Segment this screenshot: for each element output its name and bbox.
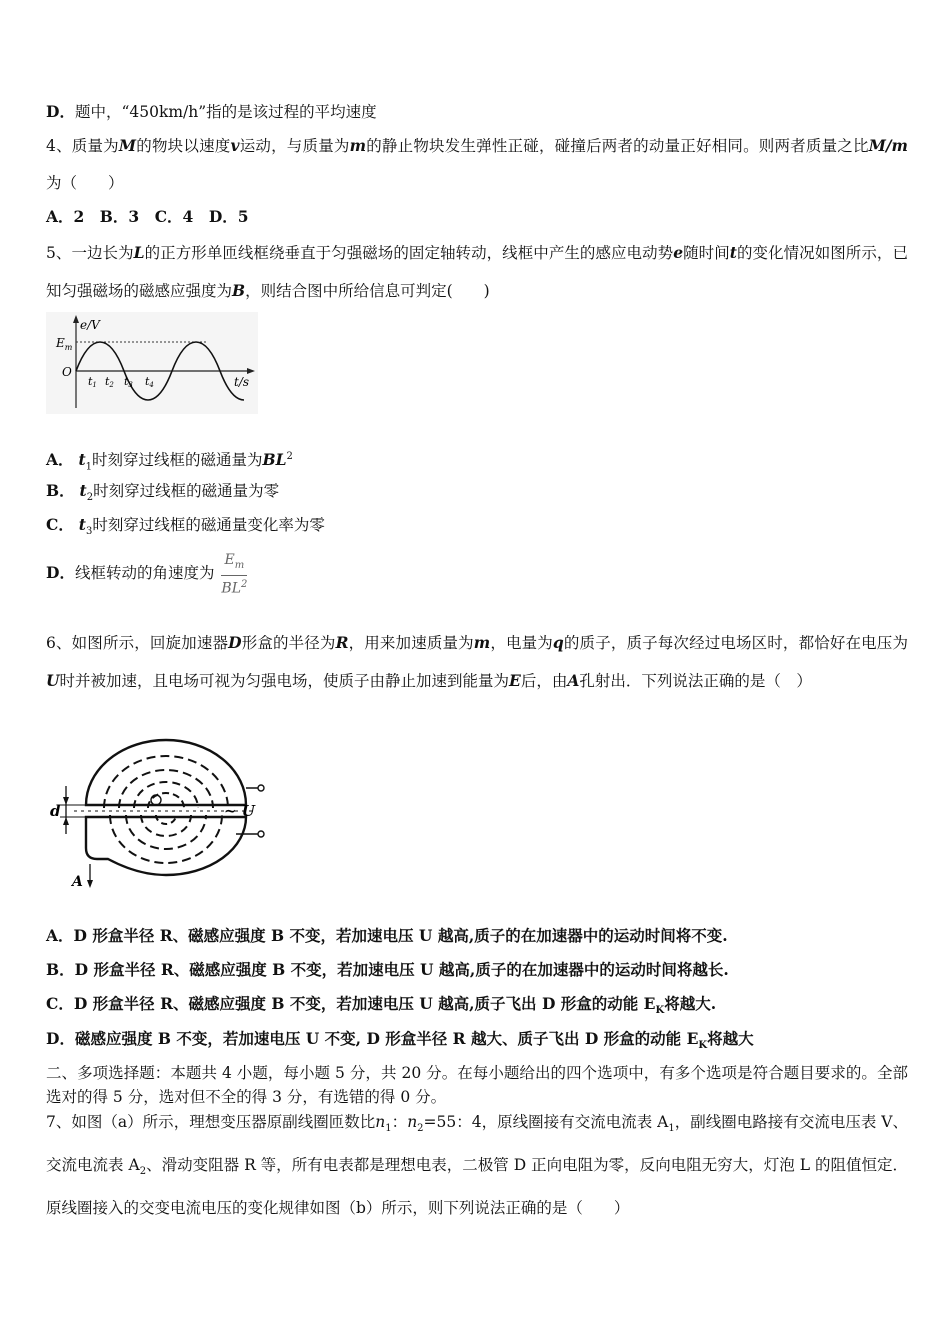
var-L: L xyxy=(133,243,145,262)
var-e: e xyxy=(673,243,684,262)
t2-label: t2 xyxy=(105,375,114,389)
x-axis-label: t/s xyxy=(234,375,250,389)
a-label: A xyxy=(72,874,83,890)
terminal xyxy=(258,785,264,791)
q4-stem xyxy=(46,127,908,202)
stem-text: =55：4，原线圈接有交流电流表 A xyxy=(423,1113,669,1131)
stem-text: 质量为 xyxy=(71,137,119,155)
option-label: D． xyxy=(46,563,75,583)
question-number: 4、 xyxy=(46,137,72,155)
q6-option-d: D．磁感应强度 B 不变，若加速电压 U 不变, D 形盒半径 R 越大、质子飞出 D 形盒的动能 $E_K$将越大 xyxy=(46,1029,754,1052)
option-label: D． xyxy=(46,102,75,121)
q5-stem xyxy=(46,234,908,310)
stem-text: 如图（a）所示，理想变压器原副线圈匝数比 xyxy=(71,1113,376,1131)
path-arc xyxy=(126,815,206,849)
var-t: t xyxy=(729,243,737,262)
stem-text: 一边长为 xyxy=(71,244,134,262)
question-number: 5、 xyxy=(46,244,72,262)
var-B: B xyxy=(232,281,246,300)
path-arc xyxy=(119,770,213,808)
option-text: 时刻穿过线框的磁通量为零 xyxy=(93,482,280,500)
d-label: d xyxy=(50,802,61,820)
stem-text: 为（ ） xyxy=(46,174,124,192)
origin-label: O xyxy=(62,365,72,379)
stem-text: 孔射出．下列说法正确的是（ ） xyxy=(579,672,812,690)
stem-text: 的物块以速度 xyxy=(136,137,231,155)
stem-text: ，电量为 xyxy=(490,634,553,652)
q7-stem: 7、如图（a）所示，理想变压器原副线圈匝数比$n_1$：$n_2=55$：4，原线圈接有交流电流表 $A_1$，副线圈电路接有交流电压表 V、交流电流表 $A_2$、滑动变阻器 R 等，所有电表都是理想电表，二极管 D 正向电阻为零，反向电阻无穷大，灯泡 L 的阻值恒定．原线圈接入的交变电流电压的变化规律如图（b）所示，则下列说法正确的是（ ） xyxy=(46,1113,908,1218)
terminal xyxy=(258,831,264,837)
stem-text: ，用来加速质量为 xyxy=(348,634,474,652)
stem-text: 形盒的半径为 xyxy=(241,634,336,652)
question-number: 7、 xyxy=(46,1113,72,1131)
question-number: 6、 xyxy=(46,634,72,652)
q6-option-a: A．D 形盒半径 R、磁感应强度 B 不变，若加速电压 U 越高,质子的在加速器中的运动时间将不变. xyxy=(46,926,728,945)
option-text: 时刻穿过线框的磁通量为 xyxy=(92,451,263,470)
stem-text: 的变化情况如图所示，已知匀强磁场的磁感应强度为 xyxy=(46,244,908,300)
stem-text: 的质子，质子每次经过电场区时，都恰好在电压为 xyxy=(563,634,908,652)
q6-stem: 6、如图所示，回旋加速器D形盒的半径为R，用来加速质量为m，电量为q的质子，质子每次经过电场区时，都恰好在电压为U时并被加速，且电场可视为匀强电场，使质子由静止加速到能量为E后，由A孔射出．下列说法正确的是（ ） xyxy=(46,633,908,690)
stem-text: 随时间 xyxy=(683,244,730,262)
var-m: m xyxy=(349,136,367,155)
emf-time-graph xyxy=(46,312,258,414)
upper-d-box xyxy=(86,740,246,805)
q5-option-d xyxy=(46,551,247,597)
option-label: C． xyxy=(46,515,74,534)
stem-text: 的正方形单匝线框绕垂直于匀强磁场的固定轴转动，线框中产生的感应电动势 xyxy=(144,244,674,262)
stem-text: 的静止物块发生弹性正碰，碰撞后两者的动量正好相同。则两者质量之比 xyxy=(366,137,869,155)
var-v: v xyxy=(230,136,240,155)
arrow xyxy=(87,880,93,888)
y-axis-label: e/V xyxy=(80,318,100,332)
arrow xyxy=(63,817,69,825)
q5-option-b: B． $t_2$时刻穿过线框的磁通量为零 xyxy=(46,481,280,504)
stem-text: ，则结合图中所给信息可判定( ) xyxy=(245,282,490,300)
stem-text: 运动，与质量为 xyxy=(239,137,350,155)
mass-ratio: M/m xyxy=(868,136,908,155)
angular-velocity-fraction: $\frac{E_m}{BL^2}$ xyxy=(221,552,248,597)
q5-option-c: C． $t_3$时刻穿过线框的磁通量变化率为零 xyxy=(46,515,325,538)
voltage-label: ~ U xyxy=(224,802,255,820)
q4-options: A．2 B．3 C．4 D．5 xyxy=(46,207,249,226)
stem-text: 如图所示，回旋加速器 xyxy=(71,634,229,652)
var-M: M xyxy=(118,136,137,155)
q5-option-a: A． $t_1$时刻穿过线框的磁通量为$BL^2$ xyxy=(46,450,293,473)
q3-option-d xyxy=(46,102,377,122)
option-text: 题中，“450km/h”指的是该过程的平均速度 xyxy=(74,103,377,121)
q6-option-c: C．D 形盒半径 R、磁感应强度 B 不变，若加速电压 U 越高,质子飞出 D 形盒的动能 $E_K$将越大. xyxy=(46,994,717,1017)
arrow xyxy=(63,797,69,805)
option-label: B． xyxy=(46,481,75,500)
t1-label: t1 xyxy=(88,375,97,389)
option-text: 时刻穿过线框的磁通量变化率为零 xyxy=(92,516,325,534)
t4-label: t4 xyxy=(145,375,154,389)
stem-text: ，副线圈电路接有交流电压表 V、交流电流表 A xyxy=(46,1113,908,1175)
t3-label: t3 xyxy=(124,375,133,389)
option-text: 线框转动的角速度为 xyxy=(74,564,215,583)
option-label: A． xyxy=(46,450,74,470)
cyclotron-diagram xyxy=(46,738,268,890)
stem-text: 、滑动变阻器 R 等，所有电表都是理想电表，二极管 D 正向电阻为零，反向电阻无穷大，灯泡 L 的阻值恒定．原线圈接入的交变电流电压的变化规律如图（b）所示，则下列说法正确的是（ ） xyxy=(46,1156,908,1218)
lower-d-box xyxy=(86,817,246,875)
q6-option-b: B．D 形盒半径 R、磁感应强度 B 不变，若加速电压 U 越高,质子的在加速器中的运动时间将越长. xyxy=(46,960,729,979)
stem-text: 后，由 xyxy=(520,672,568,690)
stem-text: 时并被加速，且电场可视为匀强电场，使质子由静止加速到能量为 xyxy=(59,672,510,690)
section-heading: 二、多项选择题：本题共 4 小题，每小题 5 分，共 20 分。在每小题给出的四个选项中，有多个选项是符合题目要求的。全部选对的得 5 分，选对但不全的得 3 分，有选错的得 0 分。 xyxy=(46,1064,908,1106)
em-label: $E_m$ xyxy=(56,336,73,352)
